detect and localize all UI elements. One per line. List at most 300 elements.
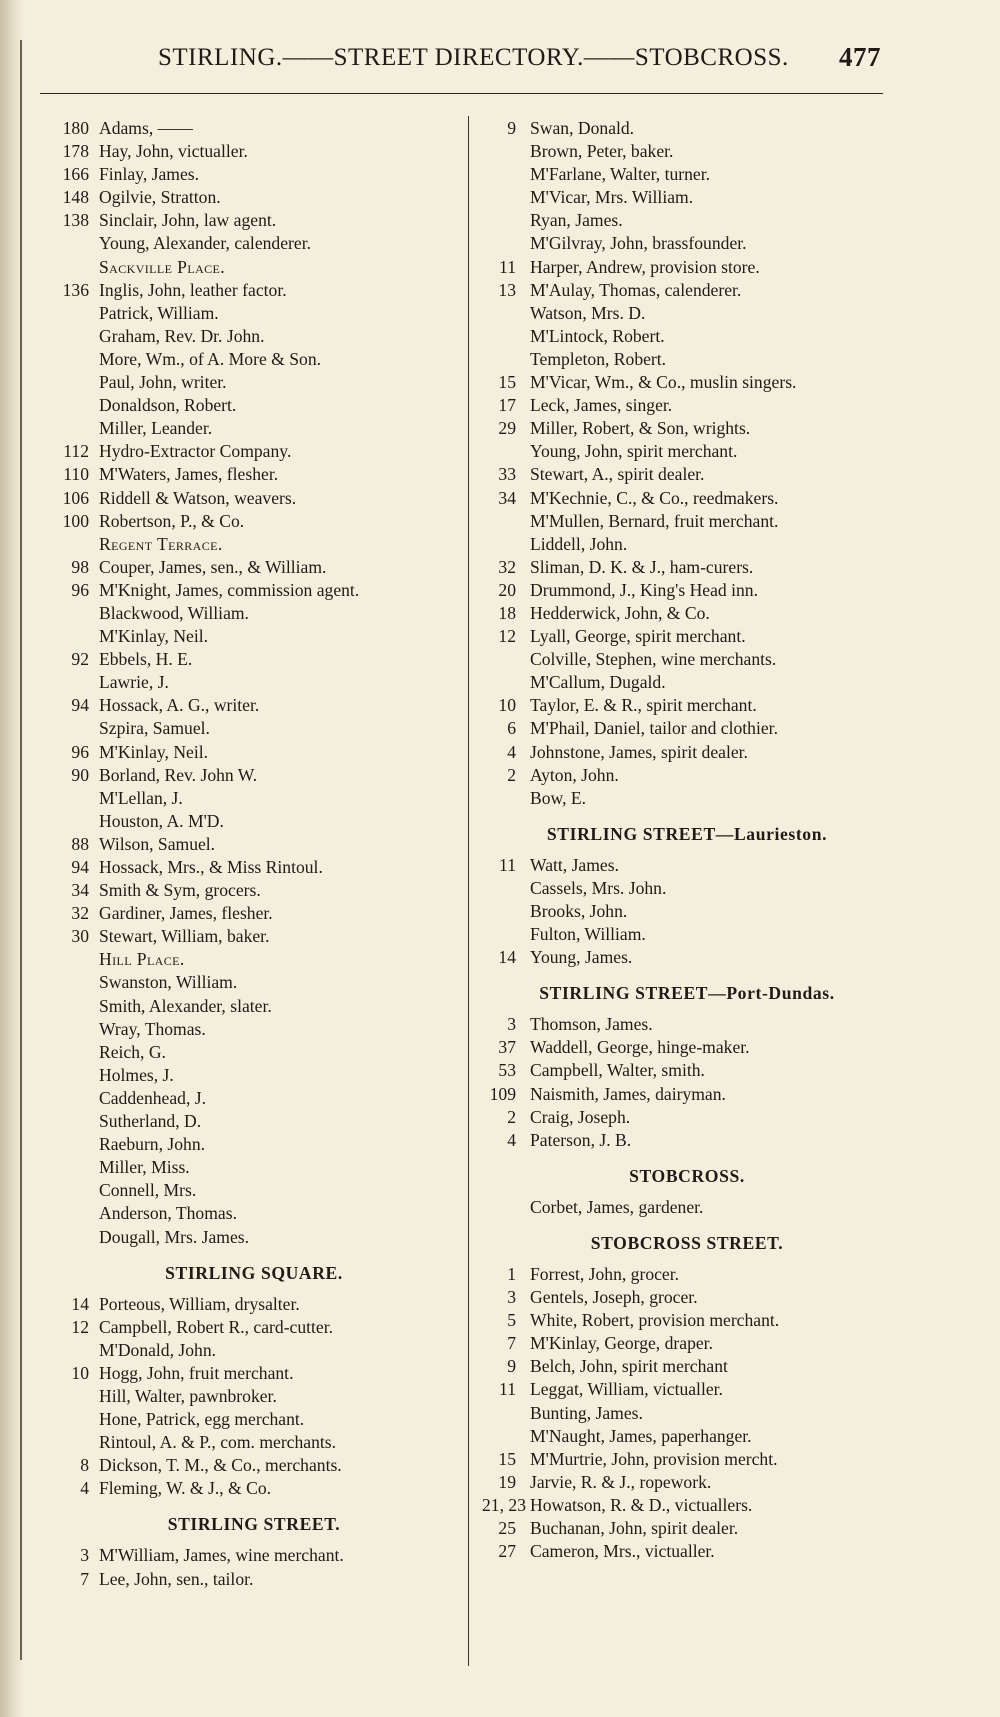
entry-name: Bow, E. (530, 787, 587, 808)
entry-name: Reich, G. (99, 1041, 166, 1062)
entry-name: M'Kinlay, George, draper. (530, 1333, 713, 1354)
house-number: 88 (71, 833, 89, 854)
directory-entry (482, 1448, 892, 1471)
directory-entry (45, 325, 463, 348)
directory-entry (482, 232, 892, 255)
entry-name: Paul, John, writer. (99, 372, 227, 393)
entry-name: Leck, James, singer. (530, 395, 673, 416)
directory-entry (482, 1013, 892, 1036)
street-heading: STIRLING SQUARE. (165, 1262, 343, 1283)
house-number: 20 (498, 579, 516, 600)
entry-name: Ebbels, H. E. (99, 649, 193, 670)
entry-name: M'Vicar, Wm., & Co., muslin singers. (530, 372, 797, 393)
entry-name: Thomson, James. (530, 1014, 653, 1035)
entry-name: Adams, —— (99, 118, 193, 138)
entry-name: Hill, Walter, pawnbroker. (99, 1385, 277, 1406)
entry-name: Gardiner, James, flesher. (99, 903, 273, 924)
directory-entry (482, 1425, 892, 1448)
header-title: STIRLING.——STREET DIRECTORY.——STOBCROSS. (158, 44, 789, 71)
entry-name: Bunting, James. (530, 1402, 643, 1423)
entry-name: Campbell, Robert R., card-cutter. (99, 1316, 334, 1337)
entry-name: Paterson, J. B. (530, 1129, 632, 1150)
directory-entry (45, 463, 463, 486)
directory-entry (45, 1339, 463, 1362)
directory-entry (45, 371, 463, 394)
entry-name: M'Callum, Dugald. (530, 672, 666, 693)
directory-entry (45, 1226, 463, 1249)
sub-place-heading (45, 948, 463, 971)
directory-entry (45, 1385, 463, 1408)
entry-name: M'Mullen, Bernard, fruit merchant. (530, 510, 779, 531)
entry-name: M'Lellan, J. (99, 787, 183, 808)
directory-entry (482, 1036, 892, 1059)
entry-name: Hydro-Extractor Company. (99, 441, 292, 462)
house-number: 2 (507, 1106, 516, 1127)
directory-entry (45, 995, 463, 1018)
house-number: 11 (499, 256, 516, 277)
entry-name: Stewart, William, baker. (99, 926, 270, 947)
directory-entry (482, 1129, 892, 1152)
entry-name: Colville, Stephen, wine merchants. (530, 649, 777, 670)
entry-name: M'Donald, John. (99, 1339, 217, 1360)
directory-entry (45, 1041, 463, 1064)
directory-entry (482, 371, 892, 394)
binding-edge-line (20, 40, 22, 1660)
place-name: Sackville Place. (99, 256, 226, 277)
entry-name: Anderson, Thomas. (99, 1203, 237, 1224)
directory-entry (482, 1059, 892, 1082)
house-number: 94 (71, 695, 89, 716)
entry-name: Swan, Donald. (530, 118, 635, 138)
entry-name: Caddenhead, J. (99, 1087, 206, 1108)
entry-name: M'Farlane, Walter, turner. (530, 164, 711, 185)
directory-entry (45, 417, 463, 440)
entry-name: Hossack, Mrs., & Miss Rintoul. (99, 857, 323, 877)
directory-entry (45, 302, 463, 325)
directory-entry (45, 717, 463, 740)
directory-entry (482, 463, 892, 486)
entry-name: Miller, Robert, & Son, wrights. (530, 418, 751, 439)
right-column (482, 117, 892, 1563)
entry-name: Cassels, Mrs. John. (530, 877, 667, 898)
directory-entry (45, 741, 463, 764)
house-number: 37 (498, 1037, 516, 1058)
house-number: 136 (62, 279, 89, 300)
house-number: 109 (489, 1083, 516, 1104)
entry-name: Donaldson, Robert. (99, 395, 237, 416)
street-heading: STIRLING STREET—Port-Dundas. (539, 983, 835, 1004)
directory-entry (45, 1110, 463, 1133)
entry-name: Young, Alexander, calenderer. (99, 233, 311, 254)
entry-name: Harper, Andrew, provision store. (530, 256, 760, 277)
directory-entry (45, 648, 463, 671)
entry-name: Smith, Alexander, slater. (99, 995, 272, 1016)
entry-name: Templeton, Robert. (530, 348, 667, 369)
directory-entry (482, 1083, 892, 1106)
entry-name: M'Murtrie, John, provision mercht. (530, 1448, 778, 1469)
house-number: 14 (498, 947, 516, 968)
entry-name: Fleming, W. & J., & Co. (99, 1478, 272, 1499)
entry-name: Dougall, Mrs. James. (99, 1226, 250, 1247)
house-number: 90 (71, 764, 89, 785)
entry-name: M'Vicar, Mrs. William. (530, 187, 694, 208)
directory-entry (45, 764, 463, 787)
directory-entry (482, 186, 892, 209)
directory-entry (45, 1087, 463, 1110)
house-number: 2 (507, 764, 516, 785)
house-number: 12 (71, 1316, 89, 1337)
house-number: 8 (80, 1455, 89, 1476)
house-number: 110 (63, 464, 89, 485)
street-heading: STIRLING STREET. (167, 1514, 341, 1535)
entry-name: Szpira, Samuel. (99, 718, 210, 739)
directory-entry (482, 1286, 892, 1309)
directory-entry (482, 302, 892, 325)
entry-name: Forrest, John, grocer. (530, 1263, 680, 1284)
entry-name: Craig, Joseph. (530, 1106, 631, 1127)
house-number: 112 (63, 441, 89, 462)
running-header (158, 40, 893, 80)
directory-entry (45, 1179, 463, 1202)
directory-entry (45, 140, 463, 163)
entry-name: Belch, John, spirit merchant (530, 1356, 728, 1377)
entry-name: Wray, Thomas. (99, 1018, 206, 1039)
entry-name: Rintoul, A. & P., com. merchants. (99, 1432, 337, 1453)
entry-name: Hone, Patrick, egg merchant. (99, 1409, 305, 1430)
entry-name: More, Wm., of A. More & Son. (99, 348, 322, 369)
entry-name: White, Robert, provision merchant. (530, 1310, 780, 1331)
place-name: Hill Place. (99, 949, 185, 970)
directory-entry (45, 394, 463, 417)
entry-name: Wilson, Samuel. (99, 833, 216, 854)
house-number: 178 (62, 141, 89, 162)
house-number: 3 (507, 1287, 516, 1308)
house-number: 10 (498, 695, 516, 716)
directory-entry (482, 325, 892, 348)
directory-entry (482, 533, 892, 556)
directory-entry (482, 854, 892, 877)
directory-entry (45, 1316, 463, 1339)
entry-name: Hossack, A. G., writer. (99, 695, 260, 716)
house-number: 4 (80, 1478, 89, 1499)
house-number: 19 (498, 1471, 516, 1492)
street-heading: STOBCROSS. (629, 1165, 745, 1186)
house-number: 138 (62, 210, 89, 231)
entry-name: Jarvie, R. & J., ropework. (530, 1471, 712, 1492)
house-number: 27 (498, 1541, 516, 1562)
house-number: 15 (498, 372, 516, 393)
directory-entry (482, 1263, 892, 1286)
house-number: 3 (507, 1014, 516, 1035)
entry-name: Dickson, T. M., & Co., merchants. (99, 1455, 342, 1476)
house-number: 9 (507, 118, 516, 138)
directory-entry (482, 741, 892, 764)
house-number: 21, 23 (482, 1494, 526, 1515)
place-name: Regent Terrace. (99, 533, 223, 554)
entry-name: Ayton, John. (530, 764, 619, 785)
house-number: 34 (498, 487, 516, 508)
house-number: 11 (499, 1379, 516, 1400)
house-number: 13 (498, 279, 516, 300)
directory-entry (45, 348, 463, 371)
house-number: 7 (507, 1333, 516, 1354)
directory-entry (482, 671, 892, 694)
entry-name: Borland, Rev. John W. (99, 764, 258, 785)
entry-name: Hogg, John, fruit merchant. (99, 1362, 294, 1383)
directory-entry (45, 186, 463, 209)
entry-name: M'Knight, James, commission agent. (99, 579, 360, 600)
house-number: 98 (71, 556, 89, 577)
entry-name: Riddell & Watson, weavers. (99, 487, 297, 508)
entry-name: M'Kechnie, C., & Co., reedmakers. (530, 487, 779, 508)
directory-entry (45, 1568, 463, 1591)
column-divider (468, 116, 469, 1666)
entry-name: Miller, Leander. (99, 418, 213, 439)
directory-entry (45, 1544, 463, 1567)
entry-name: Miller, Miss. (99, 1157, 190, 1178)
entry-name: Brooks, John. (530, 901, 628, 921)
directory-entry (482, 764, 892, 787)
house-number: 18 (498, 602, 516, 623)
house-number: 15 (498, 1448, 516, 1469)
entry-name: Ogilvie, Stratton. (99, 187, 221, 208)
directory-entry (45, 602, 463, 625)
entry-name: M'Waters, James, flesher. (99, 464, 279, 485)
directory-entry (482, 348, 892, 371)
directory-entry (482, 163, 892, 186)
house-number: 25 (498, 1517, 516, 1538)
directory-entry (45, 163, 463, 186)
directory-entry (482, 279, 892, 302)
directory-entry (482, 579, 892, 602)
entry-name: Connell, Mrs. (99, 1180, 197, 1201)
entry-name: Corbet, James, gardener. (530, 1196, 704, 1217)
house-number: 14 (71, 1293, 89, 1314)
directory-entry (482, 900, 892, 923)
directory-entry (482, 256, 892, 279)
house-number: 4 (507, 1129, 516, 1150)
entry-name: Lyall, George, spirit merchant. (530, 626, 746, 647)
house-number: 96 (71, 741, 89, 762)
entry-name: Holmes, J. (99, 1064, 174, 1085)
house-number: 30 (71, 926, 89, 947)
directory-entry (482, 787, 892, 810)
house-number: 6 (507, 718, 516, 739)
entry-name: Graham, Rev. Dr. John. (99, 325, 265, 346)
entry-name: Hedderwick, John, & Co. (530, 602, 710, 623)
house-number: 11 (499, 854, 516, 875)
directory-entry (482, 209, 892, 232)
directory-entry (482, 1332, 892, 1355)
street-heading: STOBCROSS STREET. (590, 1232, 784, 1253)
house-number: 96 (71, 579, 89, 600)
entry-name: Houston, A. M'D. (99, 810, 224, 831)
directory-entry (482, 1494, 892, 1517)
directory-entry (45, 1362, 463, 1385)
directory-entry (482, 602, 892, 625)
directory-entry (45, 556, 463, 579)
house-number: 32 (71, 903, 89, 924)
directory-entry (45, 232, 463, 255)
house-number: 92 (71, 649, 89, 670)
entry-name: Watson, Mrs. D. (530, 302, 646, 323)
house-number: 12 (498, 626, 516, 647)
house-number: 17 (498, 395, 516, 416)
left-column (45, 117, 463, 1591)
house-number: 166 (62, 164, 89, 185)
house-number: 34 (71, 880, 89, 901)
house-number: 29 (498, 418, 516, 439)
directory-entry (45, 925, 463, 948)
entry-name: Johnstone, James, spirit dealer. (530, 741, 748, 762)
entry-name: Smith & Sym, grocers. (99, 880, 261, 901)
entry-name: Robertson, P., & Co. (99, 510, 245, 531)
directory-entry (45, 971, 463, 994)
directory-entry (482, 510, 892, 533)
entry-name: Lee, John, sen., tailor. (99, 1568, 254, 1589)
entry-name: Fulton, William. (530, 924, 646, 945)
directory-entry (45, 1018, 463, 1041)
house-number: 33 (498, 464, 516, 485)
directory-entry (45, 1064, 463, 1087)
directory-entry (482, 440, 892, 463)
entry-name: Hay, John, victualler. (99, 141, 248, 162)
entry-name: Taylor, E. & R., spirit merchant. (530, 695, 757, 716)
entry-name: Campbell, Walter, smith. (530, 1060, 705, 1081)
directory-entry (482, 394, 892, 417)
directory-entry (45, 1156, 463, 1179)
directory-entry (482, 417, 892, 440)
directory-entry (45, 1202, 463, 1225)
entry-name: M'Kinlay, Neil. (99, 626, 209, 647)
sub-place-heading (45, 533, 463, 556)
directory-entry (45, 1477, 463, 1500)
house-number: 10 (71, 1362, 89, 1383)
house-number: 180 (62, 118, 89, 138)
directory-entry (45, 671, 463, 694)
page-binding-shadow (0, 0, 24, 1717)
house-number: 5 (507, 1310, 516, 1331)
entry-name: M'Gilvray, John, brassfounder. (530, 233, 747, 254)
house-number: 100 (62, 510, 89, 531)
entry-name: Inglis, John, leather factor. (99, 279, 287, 300)
house-number: 3 (80, 1545, 89, 1566)
directory-entry (45, 1454, 463, 1477)
entry-name: Blackwood, William. (99, 602, 249, 623)
entry-name: Ryan, James. (530, 210, 623, 231)
entry-name: Watt, James. (530, 854, 619, 875)
entry-name: Naismith, James, dairyman. (530, 1083, 726, 1104)
house-number: 53 (498, 1060, 516, 1081)
directory-entry (482, 648, 892, 671)
entry-name: Couper, James, sen., & William. (99, 556, 327, 577)
house-number: 1 (507, 1263, 516, 1284)
entry-name: Leggat, William, victualler. (530, 1379, 723, 1400)
directory-entry (45, 1293, 463, 1316)
directory-entry (482, 1540, 892, 1563)
entry-name: Sinclair, John, law agent. (99, 210, 277, 231)
house-number: 7 (80, 1568, 89, 1589)
house-number: 32 (498, 556, 516, 577)
street-heading: STIRLING STREET—Laurieston. (546, 823, 828, 844)
entry-name: Lawrie, J. (99, 672, 169, 693)
entry-name: Raeburn, John. (99, 1134, 206, 1155)
directory-entry (482, 625, 892, 648)
entry-name: M'William, James, wine merchant. (99, 1545, 344, 1566)
directory-entry (482, 1517, 892, 1540)
directory-entry (45, 902, 463, 925)
entry-name: M'Naught, James, paperhanger. (530, 1425, 752, 1446)
directory-entry (45, 117, 463, 140)
entry-name: Gentels, Joseph, grocer. (530, 1287, 698, 1308)
entry-name: Waddell, George, hinge-maker. (530, 1037, 750, 1058)
directory-entry (45, 856, 463, 879)
directory-entry (482, 1309, 892, 1332)
house-number: 4 (507, 741, 516, 762)
entry-name: M'Phail, Daniel, tailor and clothier. (530, 718, 778, 739)
directory-entry (482, 923, 892, 946)
directory-entry (482, 1471, 892, 1494)
directory-entry (45, 1408, 463, 1431)
house-number: 148 (62, 187, 89, 208)
entry-name: Young, John, spirit merchant. (530, 441, 738, 462)
directory-entry (482, 117, 892, 140)
directory-entry (482, 946, 892, 969)
entry-name: Buchanan, John, spirit dealer. (530, 1517, 739, 1538)
directory-entry (45, 209, 463, 232)
directory-entry (45, 879, 463, 902)
directory-entry (45, 440, 463, 463)
entry-name: Stewart, A., spirit dealer. (530, 464, 705, 485)
sub-place-heading (45, 256, 463, 279)
directory-entry (482, 556, 892, 579)
directory-entry (45, 833, 463, 856)
entry-name: Porteous, William, drysalter. (99, 1293, 300, 1314)
entry-name: M'Aulay, Thomas, calenderer. (530, 279, 742, 300)
directory-entry (45, 1431, 463, 1454)
page-number: 477 (839, 42, 881, 72)
directory-entry (482, 487, 892, 510)
directory-entry (45, 810, 463, 833)
directory-entry (482, 717, 892, 740)
directory-entry (482, 1378, 892, 1401)
directory-entry (482, 1196, 892, 1219)
directory-entry (45, 579, 463, 602)
entry-name: Liddell, John. (530, 533, 628, 554)
entry-name: Swanston, William. (99, 972, 238, 993)
directory-entry (45, 1133, 463, 1156)
directory-entry (45, 625, 463, 648)
directory-entry (45, 694, 463, 717)
directory-entry (482, 1106, 892, 1129)
directory-entry (482, 1402, 892, 1425)
entry-name: M'Lintock, Robert. (530, 325, 665, 346)
directory-entry (482, 1355, 892, 1378)
entry-name: Sutherland, D. (99, 1111, 202, 1132)
entry-name: Sliman, D. K. & J., ham-curers. (530, 556, 754, 577)
directory-entry (482, 140, 892, 163)
directory-entry (482, 877, 892, 900)
directory-entry (45, 510, 463, 533)
directory-entry (45, 787, 463, 810)
house-number: 106 (62, 487, 89, 508)
directory-entry (482, 694, 892, 717)
entry-name: Howatson, R. & D., victuallers. (530, 1494, 753, 1515)
entry-name: Cameron, Mrs., victualler. (530, 1541, 715, 1562)
house-number: 9 (507, 1356, 516, 1377)
header-rule (40, 93, 883, 94)
entry-name: Brown, Peter, baker. (530, 141, 674, 162)
